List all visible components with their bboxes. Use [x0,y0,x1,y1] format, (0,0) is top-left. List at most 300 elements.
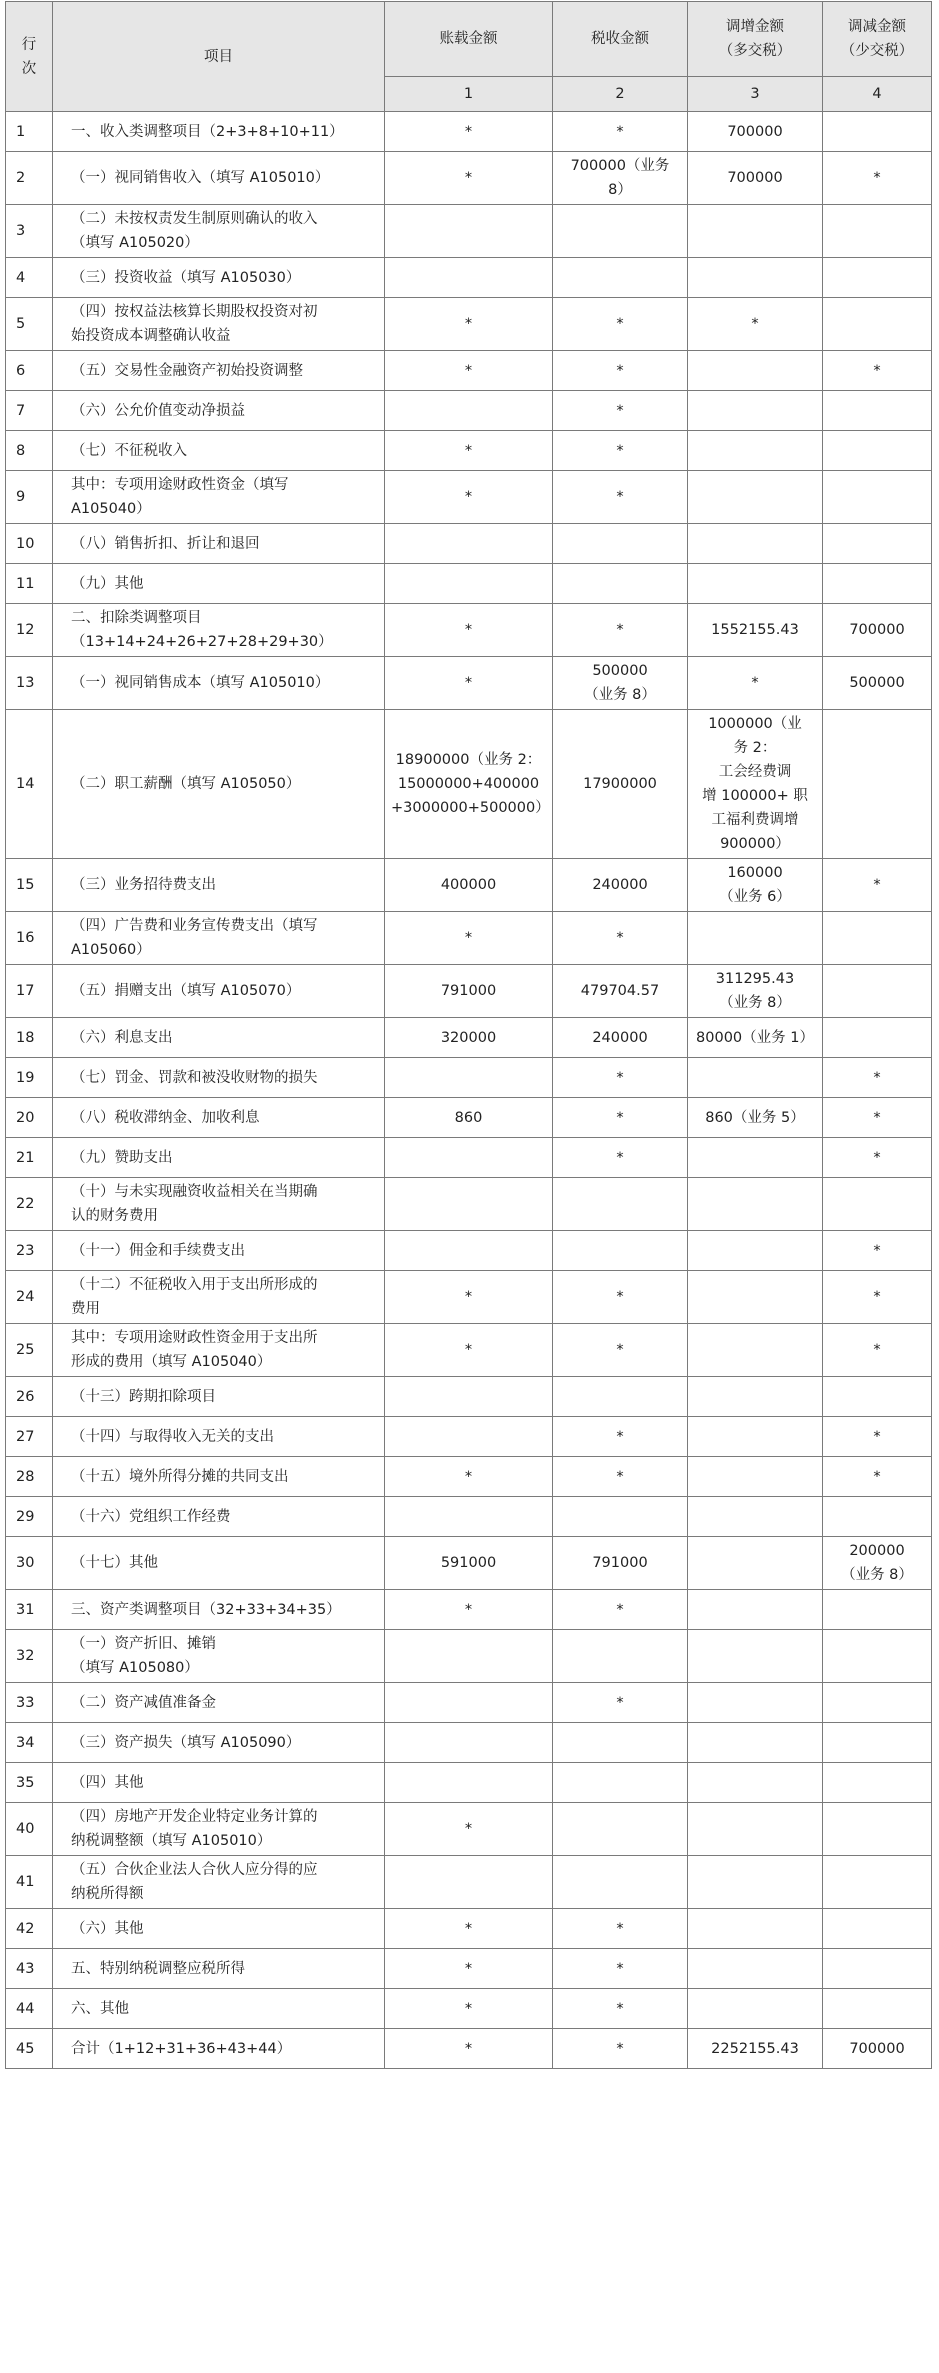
cell-decrease: * [823,1271,932,1324]
row-number: 2 [6,152,53,205]
cell-increase [688,1457,823,1497]
row-item: 五、特别纳税调整应税所得 [53,1949,385,1989]
table-row [6,1098,932,1138]
cell-increase [688,1058,823,1098]
row-item: （十六）党组织工作经费 [53,1497,385,1537]
cell-tax-amount: 700000（业务 8） [553,152,688,205]
col-index-4: 4 [823,77,932,112]
cell-book-amount: * [385,604,553,657]
cell-increase: 1000000（业 务 2： 工会经费调 增 100000+ 职 工福利费调增 900000） [688,710,823,859]
cell-decrease: * [823,1457,932,1497]
table-row [6,351,932,391]
cell-increase: 311295.43 （业务 8） [688,965,823,1018]
cell-increase [688,1989,823,2029]
table-row [6,1803,932,1856]
cell-tax-amount: 791000 [553,1537,688,1590]
table-row [6,1856,932,1909]
row-item: （四）房地产开发企业特定业务计算的 纳税调整额（填写 A105010） [53,1803,385,1856]
tax-adjustment-table [5,1,932,2069]
cell-book-amount: * [385,431,553,471]
cell-decrease [823,1683,932,1723]
row-number: 4 [6,258,53,298]
cell-decrease: 500000 [823,657,932,710]
cell-book-amount [385,1231,553,1271]
cell-tax-amount: * [553,298,688,351]
row-number: 9 [6,471,53,524]
cell-tax-amount: 240000 [553,1018,688,1058]
cell-book-amount: 320000 [385,1018,553,1058]
tax-adjustment-table-container [5,1,931,2069]
row-number: 40 [6,1803,53,1856]
cell-tax-amount: * [553,1683,688,1723]
cell-decrease [823,1856,932,1909]
cell-book-amount [385,1417,553,1457]
row-item: （四）其他 [53,1763,385,1803]
row-item: （一）视同销售收入（填写 A105010） [53,152,385,205]
cell-decrease [823,1018,932,1058]
cell-decrease: * [823,152,932,205]
cell-increase [688,1377,823,1417]
cell-decrease: * [823,1324,932,1377]
row-number: 26 [6,1377,53,1417]
cell-tax-amount: * [553,1098,688,1138]
table-row [6,1178,932,1231]
cell-increase: 80000（业务 1） [688,1018,823,1058]
cell-increase [688,258,823,298]
row-item: 二、扣除类调整项目 （13+14+24+26+27+28+29+30） [53,604,385,657]
cell-book-amount [385,1856,553,1909]
cell-decrease: * [823,859,932,912]
table-row [6,1417,932,1457]
cell-decrease [823,1949,932,1989]
row-number: 33 [6,1683,53,1723]
row-number: 27 [6,1417,53,1457]
cell-book-amount [385,1630,553,1683]
table-row [6,1457,932,1497]
cell-increase [688,1271,823,1324]
cell-decrease [823,205,932,258]
row-number: 32 [6,1630,53,1683]
cell-increase [688,1537,823,1590]
cell-tax-amount: * [553,2029,688,2069]
row-item: （六）利息支出 [53,1018,385,1058]
cell-tax-amount [553,564,688,604]
cell-increase [688,391,823,431]
cell-tax-amount: * [553,1989,688,2029]
cell-increase [688,1763,823,1803]
table-row [6,1377,932,1417]
cell-decrease [823,1723,932,1763]
row-number: 24 [6,1271,53,1324]
row-item: （十四）与取得收入无关的支出 [53,1417,385,1457]
cell-increase [688,1231,823,1271]
table-row [6,859,932,912]
row-number: 43 [6,1949,53,1989]
table-row [6,710,932,859]
table-row [6,1018,932,1058]
cell-tax-amount: 17900000 [553,710,688,859]
cell-increase [688,1803,823,1856]
table-row [6,1723,932,1763]
row-number: 28 [6,1457,53,1497]
row-number: 22 [6,1178,53,1231]
cell-tax-amount: * [553,1949,688,1989]
row-number: 20 [6,1098,53,1138]
cell-tax-amount: * [553,1457,688,1497]
header-decrease: 调减金额 （少交税） [823,2,932,77]
row-item: （三）资产损失（填写 A105090） [53,1723,385,1763]
cell-book-amount [385,1058,553,1098]
cell-increase [688,1178,823,1231]
row-item: （九）赞助支出 [53,1138,385,1178]
row-number: 23 [6,1231,53,1271]
table-row [6,258,932,298]
table-row [6,298,932,351]
cell-increase [688,351,823,391]
cell-tax-amount [553,1497,688,1537]
row-number: 3 [6,205,53,258]
cell-book-amount [385,391,553,431]
cell-book-amount [385,1497,553,1537]
cell-increase [688,1683,823,1723]
row-number: 35 [6,1763,53,1803]
row-number: 31 [6,1590,53,1630]
cell-book-amount: * [385,657,553,710]
row-item: 三、资产类调整项目（32+33+34+35） [53,1590,385,1630]
row-item: 六、其他 [53,1989,385,2029]
col-index-1: 1 [385,77,553,112]
row-item: （二）未按权责发生制原则确认的收入 （填写 A105020） [53,205,385,258]
row-item: 其中：专项用途财政性资金（填写 A105040） [53,471,385,524]
cell-tax-amount: 479704.57 [553,965,688,1018]
cell-decrease [823,1377,932,1417]
cell-tax-amount [553,1178,688,1231]
header-row-no: 行 次 [6,2,53,112]
cell-tax-amount [553,1630,688,1683]
row-number: 19 [6,1058,53,1098]
cell-increase: 700000 [688,152,823,205]
cell-decrease [823,258,932,298]
cell-book-amount [385,258,553,298]
cell-book-amount [385,205,553,258]
cell-tax-amount: * [553,351,688,391]
row-item: 一、收入类调整项目（2+3+8+10+11） [53,112,385,152]
cell-decrease [823,1590,932,1630]
table-row [6,1590,932,1630]
cell-increase: 860（业务 5） [688,1098,823,1138]
cell-increase: 2252155.43 [688,2029,823,2069]
cell-increase [688,1949,823,1989]
table-row [6,912,932,965]
cell-decrease: * [823,1098,932,1138]
cell-decrease [823,1763,932,1803]
row-item: （四）广告费和业务宣传费支出（填写 A105060） [53,912,385,965]
row-item: （八）税收滞纳金、加收利息 [53,1098,385,1138]
cell-tax-amount: 240000 [553,859,688,912]
cell-book-amount: 591000 [385,1537,553,1590]
cell-book-amount: * [385,2029,553,2069]
row-number: 18 [6,1018,53,1058]
cell-increase: * [688,298,823,351]
row-item: （四）按权益法核算长期股权投资对初 始投资成本调整确认收益 [53,298,385,351]
cell-decrease [823,1497,932,1537]
table-row [6,1989,932,2029]
cell-book-amount: * [385,112,553,152]
table-row [6,1138,932,1178]
cell-tax-amount: * [553,1909,688,1949]
table-row [6,604,932,657]
row-item: （三）业务招待费支出 [53,859,385,912]
row-number: 8 [6,431,53,471]
cell-increase [688,1909,823,1949]
table-row [6,1909,932,1949]
table-body [6,112,932,2069]
table-row [6,1324,932,1377]
cell-book-amount: * [385,1324,553,1377]
row-number: 13 [6,657,53,710]
cell-tax-amount [553,1377,688,1417]
row-item: （二）职工薪酬（填写 A105050） [53,710,385,859]
cell-book-amount [385,1377,553,1417]
row-item: （五）交易性金融资产初始投资调整 [53,351,385,391]
cell-book-amount: * [385,1271,553,1324]
row-item: 其中：专项用途财政性资金用于支出所 形成的费用（填写 A105040） [53,1324,385,1377]
cell-book-amount: 791000 [385,965,553,1018]
row-number: 1 [6,112,53,152]
table-row [6,524,932,564]
cell-increase [688,471,823,524]
cell-book-amount: 400000 [385,859,553,912]
cell-increase: 1552155.43 [688,604,823,657]
cell-book-amount: * [385,298,553,351]
row-number: 16 [6,912,53,965]
cell-increase [688,205,823,258]
col-index-2: 2 [553,77,688,112]
cell-tax-amount: * [553,1138,688,1178]
cell-decrease [823,298,932,351]
cell-book-amount [385,1763,553,1803]
row-item: （三）投资收益（填写 A105030） [53,258,385,298]
cell-book-amount: 18900000（业务 2： 15000000+400000 +3000000+500000） [385,710,553,859]
cell-tax-amount: * [553,912,688,965]
cell-increase: * [688,657,823,710]
row-number: 42 [6,1909,53,1949]
cell-book-amount: * [385,1909,553,1949]
cell-decrease [823,965,932,1018]
cell-decrease: 700000 [823,604,932,657]
row-number: 5 [6,298,53,351]
table-row [6,112,932,152]
cell-decrease [823,431,932,471]
row-item: （十）与未实现融资收益相关在当期确 认的财务费用 [53,1178,385,1231]
row-number: 6 [6,351,53,391]
row-item: （十五）境外所得分摊的共同支出 [53,1457,385,1497]
row-number: 12 [6,604,53,657]
cell-book-amount [385,1683,553,1723]
cell-decrease [823,391,932,431]
cell-increase: 160000 （业务 6） [688,859,823,912]
cell-increase [688,1590,823,1630]
cell-increase [688,1856,823,1909]
cell-tax-amount: * [553,1058,688,1098]
cell-decrease: * [823,1231,932,1271]
cell-tax-amount [553,524,688,564]
table-row [6,1537,932,1590]
cell-increase [688,524,823,564]
row-item: 合计（1+12+31+36+43+44） [53,2029,385,2069]
cell-increase [688,431,823,471]
table-row [6,564,932,604]
cell-decrease: * [823,1138,932,1178]
row-number: 29 [6,1497,53,1537]
row-number: 44 [6,1989,53,2029]
table-row [6,1949,932,1989]
cell-book-amount [385,1138,553,1178]
cell-decrease: * [823,351,932,391]
cell-tax-amount [553,258,688,298]
row-item: （二）资产减值准备金 [53,1683,385,1723]
row-number: 14 [6,710,53,859]
table-row [6,471,932,524]
cell-increase: 700000 [688,112,823,152]
table-row [6,431,932,471]
row-number: 25 [6,1324,53,1377]
cell-book-amount: * [385,912,553,965]
table-row [6,205,932,258]
table-row [6,1058,932,1098]
row-item: （五）捐赠支出（填写 A105070） [53,965,385,1018]
cell-increase [688,1324,823,1377]
cell-decrease [823,1989,932,2029]
table-row [6,965,932,1018]
row-item: （六）公允价值变动净损益 [53,391,385,431]
cell-decrease [823,471,932,524]
cell-increase [688,1630,823,1683]
cell-decrease [823,710,932,859]
cell-decrease [823,524,932,564]
cell-book-amount: 860 [385,1098,553,1138]
cell-decrease: 200000 （业务 8） [823,1537,932,1590]
table-row [6,2029,932,2069]
cell-tax-amount [553,1723,688,1763]
row-number: 7 [6,391,53,431]
cell-tax-amount: 500000 （业务 8） [553,657,688,710]
cell-book-amount: * [385,1949,553,1989]
cell-decrease [823,1178,932,1231]
row-item: （十二）不征税收入用于支出所形成的 费用 [53,1271,385,1324]
cell-book-amount [385,524,553,564]
row-number: 10 [6,524,53,564]
cell-tax-amount: * [553,1590,688,1630]
cell-decrease [823,1909,932,1949]
cell-decrease [823,564,932,604]
header-item: 项目 [53,2,385,112]
cell-tax-amount: * [553,1324,688,1377]
cell-tax-amount: * [553,1271,688,1324]
cell-tax-amount [553,1803,688,1856]
col-index-3: 3 [688,77,823,112]
table-row [6,391,932,431]
cell-tax-amount [553,205,688,258]
header-tax-amount: 税收金额 [553,2,688,77]
row-item: （十三）跨期扣除项目 [53,1377,385,1417]
cell-increase [688,1497,823,1537]
table-row [6,1497,932,1537]
row-item: （一）视同销售成本（填写 A105010） [53,657,385,710]
cell-tax-amount: * [553,391,688,431]
row-item: （六）其他 [53,1909,385,1949]
table-row [6,1763,932,1803]
table-row [6,1271,932,1324]
table-row [6,1231,932,1271]
cell-book-amount: * [385,471,553,524]
cell-decrease: * [823,1058,932,1098]
row-number: 41 [6,1856,53,1909]
cell-tax-amount [553,1763,688,1803]
row-item: （十一）佣金和手续费支出 [53,1231,385,1271]
cell-decrease [823,1630,932,1683]
cell-tax-amount [553,1856,688,1909]
cell-decrease [823,112,932,152]
row-number: 11 [6,564,53,604]
cell-book-amount [385,1723,553,1763]
cell-increase [688,1723,823,1763]
cell-increase [688,1138,823,1178]
table-row [6,1683,932,1723]
table-row [6,152,932,205]
cell-tax-amount [553,1231,688,1271]
cell-book-amount [385,564,553,604]
cell-tax-amount: * [553,471,688,524]
table-row [6,1630,932,1683]
cell-increase [688,1417,823,1457]
row-number: 34 [6,1723,53,1763]
cell-book-amount [385,1178,553,1231]
cell-decrease: * [823,1417,932,1457]
row-number: 45 [6,2029,53,2069]
cell-tax-amount: * [553,431,688,471]
cell-tax-amount: * [553,604,688,657]
row-item: （五）合伙企业法人合伙人应分得的应 纳税所得额 [53,1856,385,1909]
row-item: （七）不征税收入 [53,431,385,471]
row-number: 17 [6,965,53,1018]
cell-book-amount: * [385,351,553,391]
row-item: （七）罚金、罚款和被没收财物的损失 [53,1058,385,1098]
row-item: （八）销售折扣、折让和退回 [53,524,385,564]
header-book-amount: 账载金额 [385,2,553,77]
cell-book-amount: * [385,1989,553,2029]
row-item: （九）其他 [53,564,385,604]
row-item: （一）资产折旧、摊销 （填写 A105080） [53,1630,385,1683]
cell-book-amount: * [385,1457,553,1497]
cell-decrease: 700000 [823,2029,932,2069]
row-number: 21 [6,1138,53,1178]
cell-book-amount: * [385,152,553,205]
cell-increase [688,564,823,604]
row-number: 30 [6,1537,53,1590]
cell-decrease [823,912,932,965]
row-number: 15 [6,859,53,912]
cell-tax-amount: * [553,112,688,152]
cell-increase [688,912,823,965]
table-row [6,657,932,710]
cell-book-amount: * [385,1590,553,1630]
cell-decrease [823,1803,932,1856]
cell-tax-amount: * [553,1417,688,1457]
header-increase: 调增金额 （多交税） [688,2,823,77]
cell-book-amount: * [385,1803,553,1856]
row-item: （十七）其他 [53,1537,385,1590]
